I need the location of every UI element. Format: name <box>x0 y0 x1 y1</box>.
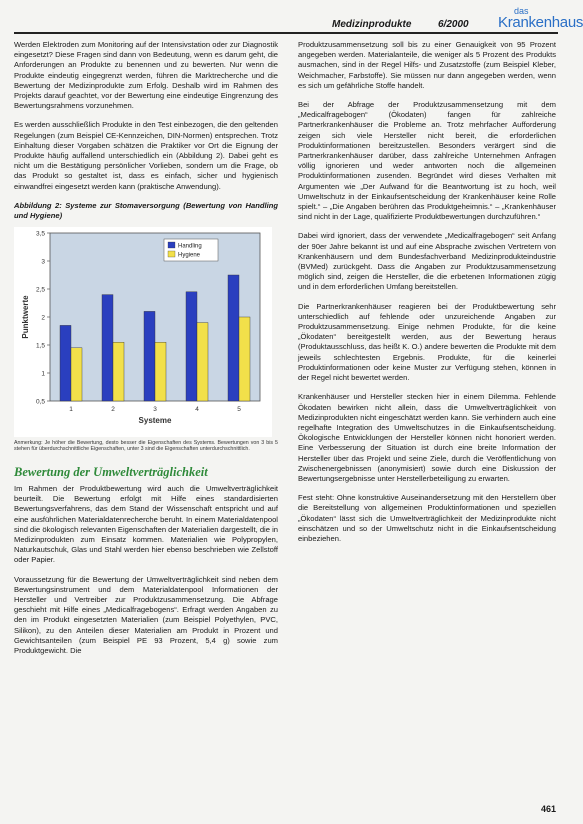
x-tick-label: 1 <box>69 405 73 413</box>
chart-note: Anmerkung: Je höher die Bewertung, desto besser die Eigenschaften des Systems. Bewertungen von 3 bis 5 stehen für überdurchschnittliche Eigenschaften, unter 3 sind die Eigenschaften unterdurchschnittlich. <box>14 439 278 453</box>
figure-caption: Abbildung 2: Systeme zur Stomaversorgung (Bewertung von Handling und Hygiene) <box>14 200 278 220</box>
header-rule <box>14 32 558 34</box>
right-column <box>298 40 556 553</box>
bar-handling <box>60 325 71 401</box>
paragraph: Die Partnerkrankenhäuser reagieren bei der Produktbewertung sehr unterschiedlich auf fehlende oder unzureichende Angaben zur Produktzusammensetzung. Einige nehmen Produkte, für die keine „Ökodaten“ bereitgestellt werden, aus der Bewertung heraus (Produktausschluss, das heißt K. O.) andere bewerten die Produkte mit dem jeweils schlechtesten Ergebnis. Produkte, für die keinerlei Produktinformationen oder keine Muster zur Verfügung stehen, können in der Regel nicht bewertet werden. <box>298 301 556 383</box>
paragraph: Dabei wird ignoriert, dass der verwendete „Medicalfragebogen“ seit Anfang der 90er Jahre bekannt ist und auf eine Absprache zwischen Vertretern von Krankenhäusern und dem Bundesfachverband Medizinprodukteindustrie (BVMed) zurückgeht. Dass die Angaben zur Produktzusammensetzung möglich sind, zeigen die Hersteller, die die erbetenen Informationen zügig und in dem erforderlichen Umfang bereitstellen. <box>298 231 556 292</box>
paragraph: Bei der Abfrage der Produktzusammensetzung mit dem „Medicalfragebogen“ (Ökodaten) fangen für zahlreiche Partnerkrankenhäuser die Probleme an. Trotz mehrfacher Aufforderung zeigen sich viele Hersteller nicht bereit, die erforderlichen Produktinformationen bereitzustellen. Besonders verärgert sind die Partnerkrankenhäuser darüber, dass zahlreiche Unternehmen Anfragen völlig ignorieren und weder antworten noch die allgemeinen Produktinformationen zusenden. Begründet wird dieses Verhalten mit Argumenten wie „Der Aufwand für die Beantwortung ist zu hoch, weil Umweltschutz in der Einkaufsentscheidung der Krankenhäuser keine Rolle spielt.“ – „Die Angaben berühren das Produktgeheimnis.“ – „Krankenhäuser sind nicht in der Lage, qualifizierte Produktbewertungen durchzuführen.“ <box>298 100 556 222</box>
paragraph: Im Rahmen der Produktbewertung wird auch die Umweltverträglichkeit beurteilt. Die Bewertung erfolgt mit Hilfe eines standardisierten Bewertungsverfahrens, das dem Stand der Wissenschaft entspricht und auf eine ausführlichen Materialdatenrecherche beruht. In einem Materialdatenpool sind die ökologisch relevanten Eigenschaften der Materialien dargestellt, die in Medizinprodukten zum Einsatz kommen. Materialien wie Polypropylen, Naturkautschuk, Glas und Stahl werden hier ebenso beschrieben wie Zellstoff oder Papier. <box>14 484 278 565</box>
x-axis-label: Systeme <box>138 415 172 425</box>
bar-chart <box>14 227 272 437</box>
bar-hygiene <box>155 342 166 401</box>
paragraph: Voraussetzung für die Bewertung der Umweltverträglichkeit sind neben dem Bewertungsinstrument und dem Materialdatenpool Informationen der Hersteller und Vertreiber zur Produktzusammensetzung. Die Abfrage geschieht mit Hilfe eines „Medicalfragebogens“. Erfragt werden Angaben zu den im Produkt eingesetzten Materialien (zum Beispiel Polyethylen, PVC, Silikon), zu den Anteilen dieser Materialien am Produkt in Prozent und Gewichtsanteilen (zum Beispiel PE 93 Prozent, 5,4 g) sowie zum Produktgewicht. Die <box>14 574 278 656</box>
paragraph: Es werden ausschließlich Produkte in den Test einbezogen, die den geltenden Regelungen (zum Beispiel CE-Kennzeichen, DIN-Normen) entsprechen. Trotz Einhaltung dieser Vorgaben schätzen die Praktiker vor Ort die Eignung der Produkte häufig auffallend unterschiedlich ein (Abbildung 2). Dabei geht es nicht um die Bestätigung persönlicher Vorlieben, sondern um die Frage, ob das Produkt so gestaltet ist, dass es einfach, sicher und hygienisch einwandfrei eingesetzt werden kann (praktische Anwendung). <box>14 120 278 191</box>
bar-hygiene <box>239 317 250 401</box>
page-number: 461 <box>540 804 556 814</box>
legend-swatch <box>168 242 175 248</box>
y-axis-label: Punktwerte <box>21 295 30 339</box>
y-tick-label: 1 <box>41 370 45 378</box>
paragraph: Produktzusammensetzung soll bis zu einer Genauigkeit von 95 Prozent angegeben werden. Materialanteile, die weniger als 5 Prozent des Produkts ausmachen, sind in der Regel Hilfs- und Zusatzstoffe (zum Beispiel Kleber, Weichmacher, Farbstoffe). Sie müssen nur dann angegeben werden, wenn es sich um gefährliche Stoffe handelt. <box>298 40 556 90</box>
x-tick-label: 5 <box>237 405 241 413</box>
legend-label: Handling <box>178 243 202 250</box>
paragraph: Werden Elektroden zum Monitoring auf der Intensivstation oder zur Diagnostik eingesetzt? Diese Fragen sind dann von Bedeutung, wenn es darum geht, die Anforderungen an Produkte zu benennen und zu bewerten. Nur wenn die Produkte eindeutig eingegrenzt werden, führen die Marktrecherche und die Bewertung der Medizinprodukte zum Erfolg. Deshalb wird im Rahmen des Projekts darauf geachtet, vor der Bewertung eine eindeutige Eingrenzung des Bewertungsrahmens vorzunehmen. <box>14 40 278 111</box>
left-column <box>14 40 278 665</box>
x-tick-label: 3 <box>153 405 157 413</box>
bar-handling <box>144 311 155 401</box>
bar-hygiene <box>197 322 208 400</box>
chart-svg <box>14 227 272 437</box>
y-tick-label: 2,5 <box>35 286 45 294</box>
issue-number: 6/2000 <box>438 19 469 30</box>
paragraph: Fest steht: Ohne konstruktive Auseinandersetzung mit den Herstellern über die Bereitstellung von allgemeinen Produktinformationen und speziellen „Ökodaten“ lässt sich die Umweltverträglichkeit der Medizinprodukte nicht einschätzen und so der Umweltschutz nicht in die Einkaufsentscheidung einbeziehen. <box>298 493 556 543</box>
legend-swatch <box>168 251 175 257</box>
y-tick-label: 0,5 <box>35 398 45 406</box>
y-tick-label: 2 <box>41 314 45 322</box>
x-tick-label: 2 <box>111 405 115 413</box>
y-tick-label: 1,5 <box>35 342 45 350</box>
legend-label: Hygiene <box>178 252 201 259</box>
journal-logo: Krankenhaus <box>498 14 583 31</box>
x-tick-label: 4 <box>195 405 199 413</box>
page-header <box>14 6 583 32</box>
bar-handling <box>228 275 239 401</box>
y-tick-label: 3 <box>41 258 45 266</box>
section-heading: Bewertung der Umweltverträglichkeit <box>14 465 208 480</box>
bar-handling <box>102 294 113 400</box>
bar-hygiene <box>113 342 124 401</box>
paragraph: Krankenhäuser und Hersteller stecken hier in einem Dilemma. Fehlende Ökodaten bewirken nicht allein, dass die Umweltverträglichkeit von Medizinprodukten nicht eingeschätzt werden kann. Sie verhindern auch eine regelhafte Integration des Umweltschutzes in die Einkaufsentscheidung. Ökologische Entwicklungen der Hersteller können nicht honoriert werden. Eine Verbesserung der Situation ist durch eine breite Information der Hersteller über das Projekt und seine Ziele, durch die Veröffentlichung von Zwischenergebnissen (anonymisiert) sowie durch eine Diskussion der Bewertungsergebnisse unter Herstellerbeteiligung zu erwarten. <box>298 392 556 483</box>
logo-prefix: das <box>514 6 529 16</box>
bar-handling <box>186 292 197 401</box>
y-tick-label: 3,5 <box>35 230 45 238</box>
section-title: Medizinprodukte <box>332 19 412 30</box>
bar-hygiene <box>71 348 82 401</box>
